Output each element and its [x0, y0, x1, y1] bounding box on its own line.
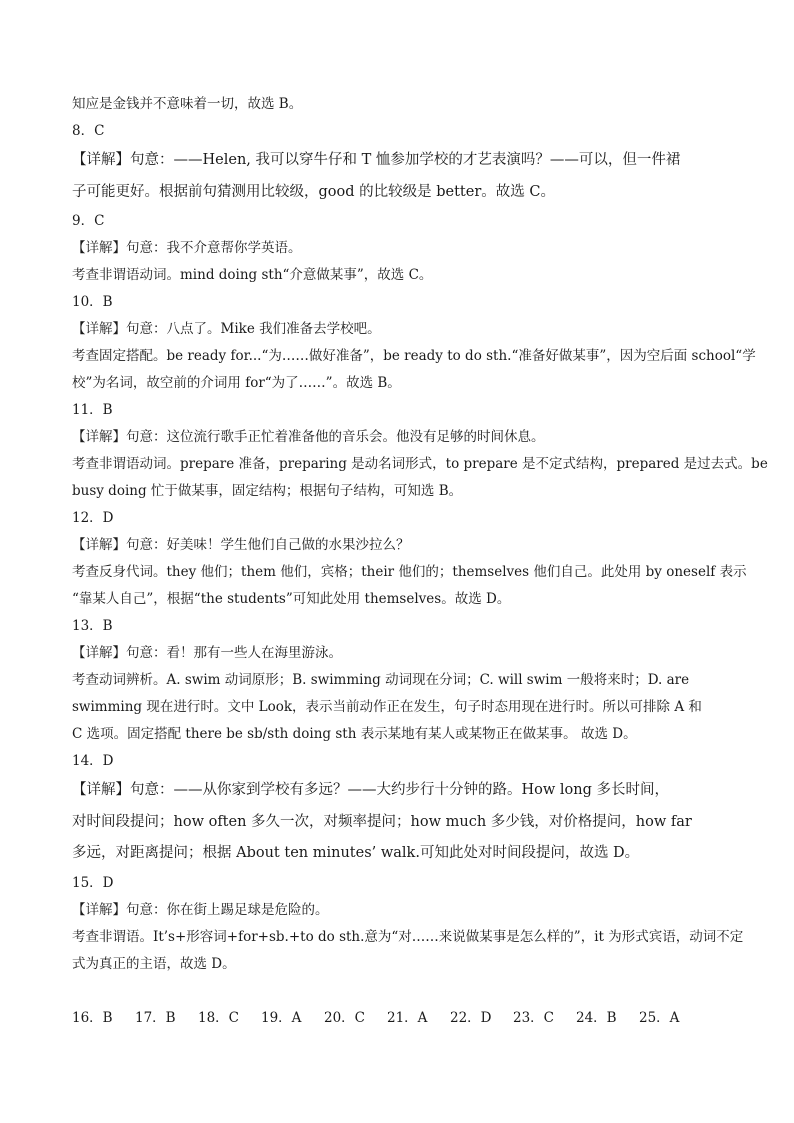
- text-line: 考查非谓语动词。mind doing sth“介意做某事”，故选 C。: [72, 267, 433, 283]
- text-line: “靠某人自己”，根据“the students”可知此处用 themselves。故选 D。: [72, 591, 511, 607]
- answer-item: 25．A: [639, 1009, 680, 1026]
- text-line: 考查非谓语动词。prepare 准备，preparing 是动名词形式，to prepare 是不定式结构，prepared 是过去式。be: [72, 456, 768, 472]
- text-line: 【详解】句意：好美味！学生他们自己做的水果沙拉么？: [72, 537, 410, 553]
- text-line: 8．C: [72, 123, 105, 139]
- answer-item: 18．C: [198, 1009, 240, 1026]
- text-line: 【详解】句意：你在街上踢足球是危险的。: [72, 901, 329, 918]
- text-line: 【详解】句意：看！那有一些人在海里游泳。: [72, 645, 342, 661]
- text-line: 15．D: [72, 874, 114, 891]
- answer-item: 21．A: [387, 1009, 428, 1026]
- text-line: 10．B: [72, 294, 113, 310]
- answer-item: 19．A: [261, 1009, 302, 1026]
- answer-item: 22．D: [450, 1009, 492, 1026]
- text-line: 12．D: [72, 510, 114, 526]
- answer-item: 16．B: [72, 1009, 113, 1026]
- text-line: busy doing 忙于做某事，固定结构；根据句子结构，可知选 B。: [72, 483, 463, 499]
- text-line: 对时间段提问；how often 多久一次，对频率提问；how much 多少钱，对价格提问，how far: [72, 813, 692, 830]
- answer-key-row: [72, 1005, 722, 1032]
- text-line: 【详解】句意：这位流行歌手正忙着准备他的音乐会。他没有足够的时间休息。: [72, 429, 545, 445]
- answer-item: 20．C: [324, 1009, 366, 1026]
- answer-explanations: [72, 91, 768, 1032]
- text-line: 子可能更好。根据前句猜测用比较级，good 的比较级是 better。故选 C。: [72, 183, 555, 200]
- text-line: 【详解】句意：——Helen, 我可以穿牛仔和 T 恤参加学校的才艺表演吗？——可以，但一件裙: [72, 152, 681, 168]
- text-line: 校”为名词，故空前的介词用 for“为了……”。故选 B。: [72, 375, 401, 391]
- answer-item: 23．C: [513, 1009, 555, 1026]
- text-line: 多远，对距离提问；根据 About ten minutes’ walk.可知此处对时间段提问，故选 D。: [72, 845, 640, 861]
- answer-item: 24．B: [576, 1009, 617, 1026]
- spacer: [72, 978, 722, 1005]
- text-line: 考查固定搭配。be ready for...“为……做好准备”，be ready to do sth.“准备好做某事”，因为空后面 school“学: [72, 348, 756, 364]
- answer-item: 17．B: [135, 1009, 176, 1026]
- text-line: 【详解】句意：我不介意帮你学英语。: [72, 240, 302, 256]
- text-line: 11．B: [72, 402, 113, 418]
- text-line: 考查非谓语。It’s+形容词+for+sb.+to do sth.意为“对……来说做某事是怎么样的”，it 为形式宾语，动词不定: [72, 928, 744, 945]
- text-line: 【详解】句意：——从你家到学校有多远？——大约步行十分钟的路。How long 多长时间，: [72, 782, 669, 798]
- text-line: 考查反身代词。they 他们；them 他们，宾格；their 他们的；themselves 他们自己。此处用 by oneself 表示: [72, 564, 747, 580]
- text-line: swimming 现在进行时。文中 Look，表示当前动作正在发生，句子时态用现在进行时。所以可排除 A 和: [72, 699, 702, 715]
- text-line: 考查动词辨析。A. swim 动词原形；B. swimming 动词现在分词；C. will swim 一般将来时；D. are: [72, 672, 690, 688]
- text-line: 【详解】句意：八点了。Mike 我们准备去学校吧。: [72, 321, 381, 337]
- text-line: 9．C: [72, 213, 105, 229]
- text-line: 式为真正的主语，故选 D。: [72, 955, 236, 972]
- text-line: 13．B: [72, 618, 113, 634]
- text-line: 14．D: [72, 753, 114, 769]
- text-line: C 选项。固定搭配 there be sb/sth doing sth 表示某地有某人或某物正在做某事。 故选 D。: [72, 726, 637, 742]
- text-line: 知应是金钱并不意味着一切，故选 B。: [72, 96, 303, 112]
